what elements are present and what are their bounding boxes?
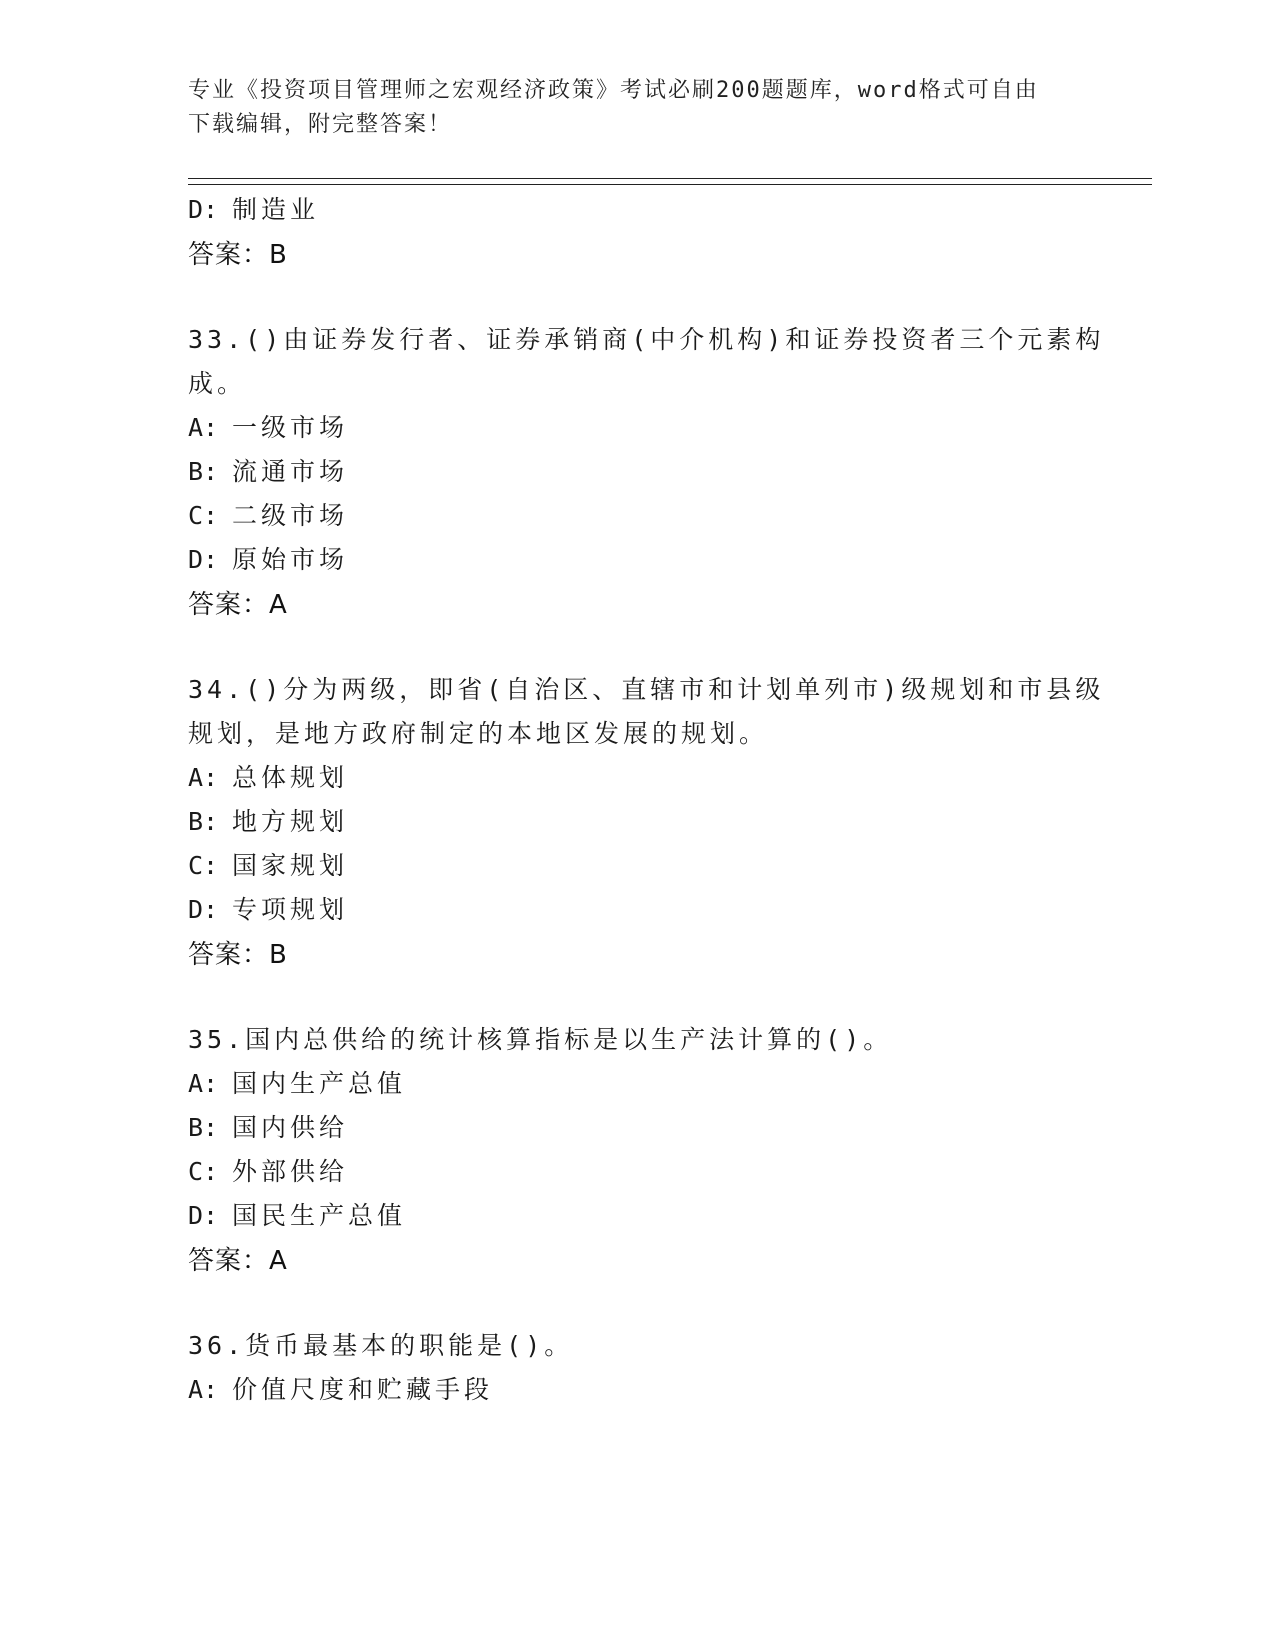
question-34-option-a [188, 758, 348, 794]
header-line-1: 专业《投资项目管理师之宏观经济政策》考试必刷200题题库，word格式可自由 [188, 78, 1039, 103]
option-text: 价值尺度和贮藏手段 [232, 1375, 494, 1404]
question-34-option-c [188, 846, 348, 882]
option-label: D: [188, 1201, 219, 1230]
prev-answer: 答案：B [188, 240, 288, 270]
option-text: 一级市场 [232, 413, 349, 442]
question-35-option-a [188, 1064, 406, 1100]
question-33-option-a [188, 408, 348, 444]
option-text: 制造业 [232, 195, 320, 224]
option-label: A: [188, 413, 219, 442]
question-34-answer: 答案：B [188, 940, 288, 970]
question-33-stem-line-1: 33.()由证券发行者、证券承销商(中介机构)和证券投资者三个元素构 [188, 325, 1105, 354]
option-label: B: [188, 457, 219, 486]
question-36-stem-line-1: 36.货币最基本的职能是()。 [188, 1331, 574, 1360]
question-33-answer: 答案：A [188, 590, 288, 620]
option-text: 专项规划 [232, 895, 349, 924]
option-text: 国内生产总值 [232, 1069, 407, 1098]
option-label: B: [188, 1113, 219, 1142]
question-33-stem-line-2: 成。 [188, 369, 247, 398]
option-text: 国民生产总值 [232, 1201, 407, 1230]
option-label: C: [188, 501, 219, 530]
option-label: B: [188, 807, 219, 836]
option-label: C: [188, 1157, 219, 1186]
option-text: 地方规划 [232, 807, 349, 836]
option-label: A: [188, 1069, 219, 1098]
question-35-answer: 答案：A [188, 1246, 288, 1276]
question-34-stem-line-1: 34.()分为两级，即省(自治区、直辖市和计划单列市)级规划和市县级 [188, 675, 1105, 704]
question-35-option-b [188, 1108, 348, 1144]
option-text: 总体规划 [232, 763, 349, 792]
question-33-option-b [188, 452, 348, 488]
page-header [188, 74, 1068, 142]
option-text: 流通市场 [232, 457, 349, 486]
question-33-option-c [188, 496, 348, 532]
option-text: 二级市场 [232, 501, 349, 530]
question-35-stem-line-1: 35.国内总供给的统计核算指标是以生产法计算的()。 [188, 1025, 893, 1054]
option-label: C: [188, 851, 219, 880]
option-label: D: [188, 195, 219, 224]
question-34-option-d [188, 890, 348, 926]
question-35-option-c [188, 1152, 348, 1188]
header-line-2: 下载编辑，附完整答案！ [188, 112, 453, 137]
option-text: 国内供给 [232, 1113, 349, 1142]
question-35-option-d [188, 1196, 406, 1232]
option-label: A: [188, 763, 219, 792]
option-text: 外部供给 [232, 1157, 349, 1186]
option-text: 国家规划 [232, 851, 349, 880]
question-36-option-a [188, 1370, 493, 1406]
prev-option-d [188, 190, 319, 226]
question-34-option-b [188, 802, 348, 838]
question-33-option-d [188, 540, 348, 576]
question-34-stem-line-2: 规划，是地方政府制定的本地区发展的规划。 [188, 719, 769, 748]
header-divider [188, 178, 1152, 185]
option-label: D: [188, 895, 219, 924]
option-label: A: [188, 1375, 219, 1404]
option-text: 原始市场 [232, 545, 349, 574]
option-label: D: [188, 545, 219, 574]
